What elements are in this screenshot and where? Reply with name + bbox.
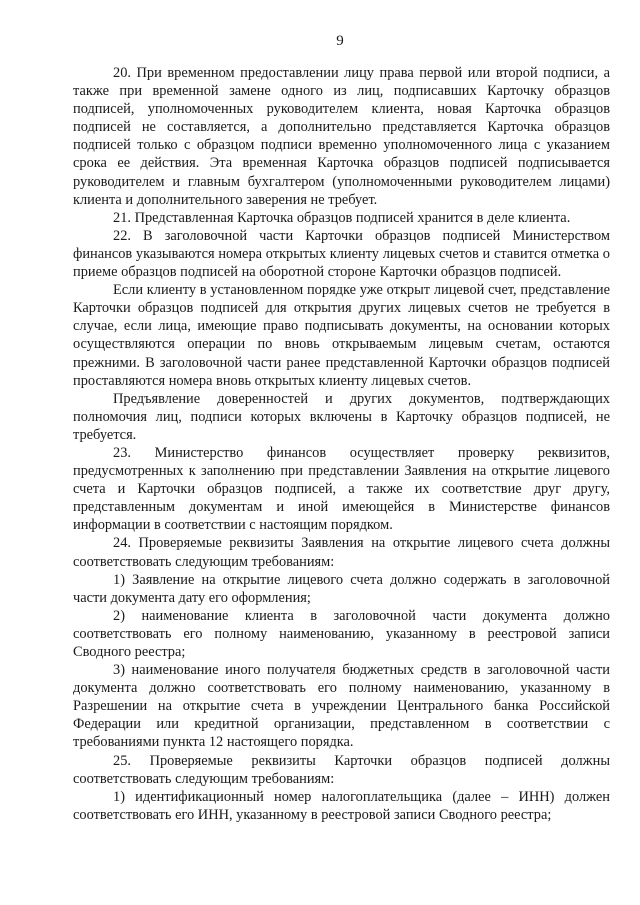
paragraph-23: 23. Министерство финансов осуществляет проверку реквизитов, предусмотренных к заполнению при представлении Заявления на открытие лицевого счета и Карточки образцов подписей, а также их соответствие друг другу, представленным документам и иной имеющейся в Министерстве финансов информации в соответствии с настоящим порядком.: [73, 444, 610, 534]
paragraph-25-item-1: 1) идентификационный номер налогоплательщика (далее – ИНН) должен соответствовать его ИНН, указанному в реестровой записи Сводного реестра;: [73, 788, 610, 823]
paragraph-25: 25. Проверяемые реквизиты Карточки образцов подписей должны соответствовать следующим требованиям:: [73, 752, 610, 787]
paragraph-22: 22. В заголовочной части Карточки образцов подписей Министерством финансов указываются номера открытых клиенту лицевых счетов и ставится отметка о приеме образцов подписей на оборотной стороне Карточки образцов подписей.: [73, 227, 610, 281]
page-number: 9: [336, 33, 344, 49]
document-body: [73, 64, 610, 824]
paragraph-22-note: Предъявление доверенностей и других документов, подтверждающих полномочия лиц, подписи которых включены в Карточку образцов подписей, не требуется.: [73, 390, 610, 443]
paragraph-22-continued: Если клиенту в установленном порядке уже открыт лицевой счет, представление Карточки образцов подписей для открытия других лицевых счетов не требуется в случае, если лица, имеющие право подписывать документы, на основании которых осуществляются операции по вновь открываемым лицевым счетам, остаются прежними. В заголовочной части ранее представленной Карточки образцов подписей проставляются номера вновь открытых клиенту лицевых счетов.: [73, 282, 610, 389]
paragraph-21: 21. Представленная Карточка образцов подписей хранится в деле клиента.: [113, 209, 571, 226]
paragraph-24: 24. Проверяемые реквизиты Заявления на открытие лицевого счета должны соответствовать следующим требованиям:: [73, 535, 610, 570]
paragraph-20: 20. При временном предоставлении лицу права первой или второй подписи, а также при временной замене одного из лиц, подписавших Карточку образцов подписей, уполномоченных руководителем клиента, новая Карточка образцов подписей не составляется, а дополнительно представляется Карточка образцов подписей только с образцом подписи временно уполномоченного лица с указанием срока ее действия. Эта временная Карточка образцов подписей подписывается руководителем и главным бухгалтером (уполномоченными руководителем лицами) клиента и дополнительного заверения не требует.: [73, 65, 610, 208]
paragraph-24-item-2: 2) наименование клиента в заголовочной части документа должно соответствовать его полному наименованию, указанному в реестровой записи Сводного реестра;: [73, 607, 610, 660]
paragraph-24-item-3: 3) наименование иного получателя бюджетных средств в заголовочной части документа должно соответствовать его полному наименованию, указанному в Разрешении на открытие счета в учреждении Центрального банка Российской Федерации или кредитной организации, представленном в соответствии с требованиями пункта 12 настоящего порядка.: [73, 662, 610, 751]
paragraph-24-item-1: 1) Заявление на открытие лицевого счета должно содержать в заголовочной части документа дату его оформления;: [73, 571, 610, 606]
